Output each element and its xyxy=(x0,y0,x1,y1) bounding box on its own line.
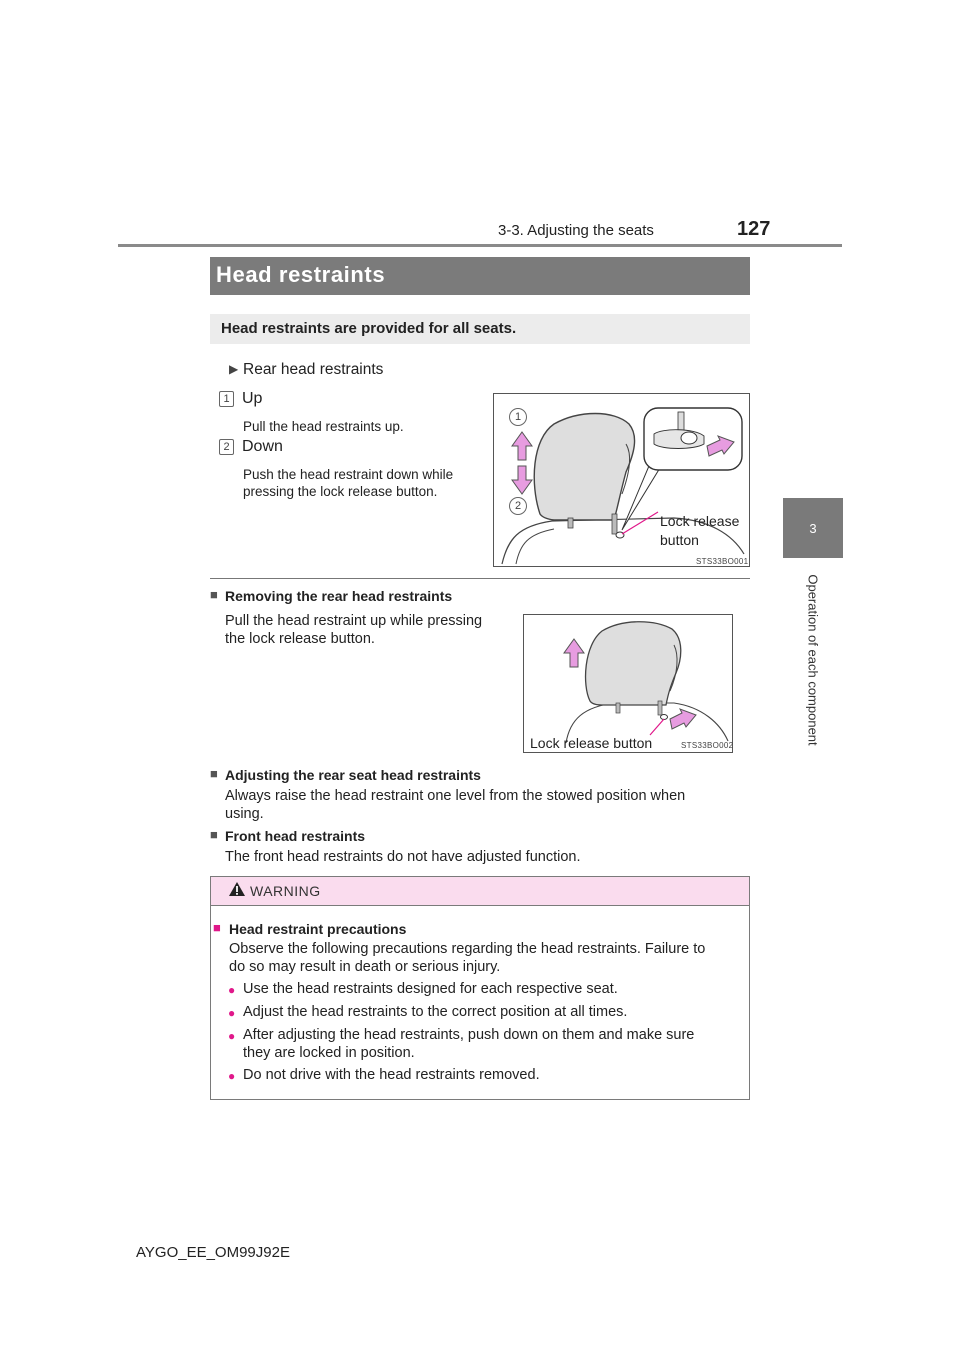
warning-bullet-2: Adjust the head restraints to the correct position at all times. xyxy=(243,1004,628,1020)
warning-bullet-1: Use the head restraints designed for each respective seat. xyxy=(243,981,618,997)
figure-rear-head-restraint xyxy=(493,393,750,567)
step-number-2: 2 xyxy=(219,439,234,455)
step-number-1: 1 xyxy=(219,391,234,407)
chapter-number: 3 xyxy=(809,520,817,536)
lock-release-label-line2: button xyxy=(660,532,699,548)
circle-bullet-icon: ● xyxy=(228,1006,236,1020)
page-title: Head restraints xyxy=(216,262,386,287)
lock-release-label-2: Lock release button xyxy=(530,735,653,751)
warning-heading: Head restraint precautions xyxy=(229,921,407,937)
square-bullet-icon: ■ xyxy=(213,920,221,935)
circle-bullet-icon: ● xyxy=(228,983,236,997)
step-desc-down-line2: pressing the lock release button. xyxy=(243,484,438,499)
warning-bullet-4: Do not drive with the head restraints removed. xyxy=(243,1067,540,1083)
square-bullet-icon: ■ xyxy=(210,766,218,781)
section-heading: 3-3. Adjusting the seats xyxy=(498,222,654,239)
header-rule xyxy=(118,244,842,247)
adjusting-text-line2: using. xyxy=(225,806,264,822)
removing-text-line2: the lock release button. xyxy=(225,631,375,647)
front-heading: Front head restraints xyxy=(225,828,366,844)
removing-text-line1: Pull the head restraint up while pressing xyxy=(225,613,483,629)
adjusting-heading: Adjusting the rear seat head restraints xyxy=(225,767,481,783)
warning-bullet-3-line1: After adjusting the head restraints, push down on them and make sure xyxy=(243,1027,695,1043)
footer-code: AYGO_EE_OM99J92E xyxy=(136,1244,290,1261)
warning-bullet-3-line2: they are locked in position. xyxy=(243,1045,415,1061)
step-label-down: Down xyxy=(242,438,283,455)
circle-bullet-icon: ● xyxy=(228,1069,236,1083)
intro-text: Head restraints are provided for all seats. xyxy=(221,320,517,337)
head-restraint-illustration-2 xyxy=(524,615,732,752)
section-divider xyxy=(210,578,750,579)
figure-callout-1: 1 xyxy=(509,408,527,426)
warning-text-line1: Observe the following precautions regarding the head restraints. Failure to xyxy=(229,941,706,957)
step-desc-up: Pull the head restraints up. xyxy=(243,419,404,434)
square-bullet-icon: ■ xyxy=(210,827,218,842)
adjusting-text-line1: Always raise the head restraint one level from the stowed position when xyxy=(225,788,686,804)
warning-triangle-icon xyxy=(228,881,246,897)
front-text: The front head restraints do not have adjusted function. xyxy=(225,849,581,865)
rear-heading: Rear head restraints xyxy=(243,361,384,378)
warning-text-line2: do so may result in death or serious injury. xyxy=(229,959,501,975)
page-number: 127 xyxy=(737,218,771,240)
step-desc-down-line1: Push the head restraint down while xyxy=(243,467,454,482)
warning-label: WARNING xyxy=(250,883,321,899)
square-bullet-icon: ■ xyxy=(210,587,218,602)
chapter-label: Operation of each component xyxy=(805,574,821,746)
removing-heading: Removing the rear head restraints xyxy=(225,588,453,604)
figure-code-2: STS33BO002 xyxy=(681,741,734,750)
figure-callout-2: 2 xyxy=(509,497,527,515)
head-restraint-illustration-1 xyxy=(494,394,749,566)
step-label-up: Up xyxy=(242,390,263,407)
triangle-bullet-icon: ▶ xyxy=(229,362,239,376)
figure-code-1: STS33BO001 xyxy=(696,557,749,566)
lock-release-label-line1: Lock release xyxy=(660,513,740,529)
circle-bullet-icon: ● xyxy=(228,1029,236,1043)
